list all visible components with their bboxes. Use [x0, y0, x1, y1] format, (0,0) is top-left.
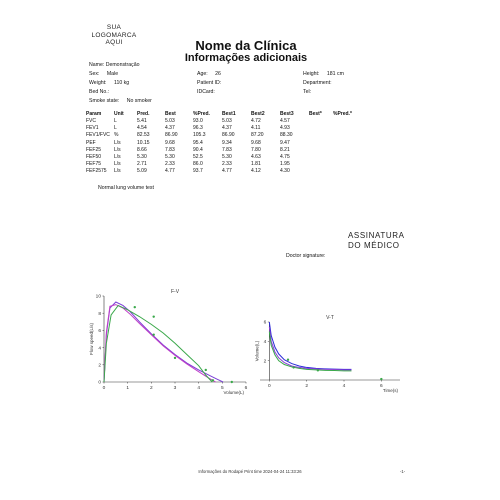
series-line-3	[104, 305, 212, 382]
chart-title: V-T	[326, 315, 334, 321]
table-cell	[309, 118, 333, 125]
y-tick-label: 4	[98, 346, 101, 352]
x-tick-label: 1	[126, 386, 130, 391]
table-cell: L	[114, 118, 117, 125]
series-line-3	[269, 332, 351, 371]
department-label: Department:	[303, 80, 332, 86]
table-cell: FEF50	[86, 154, 102, 161]
sex-value: Male	[106, 71, 119, 77]
table-cell	[333, 125, 361, 132]
table-row	[86, 168, 361, 175]
table-cell: FEV1	[86, 125, 99, 132]
table-cell: L	[114, 125, 117, 132]
table-cell: FEV1/FVC	[86, 132, 110, 139]
x-tick-label: 2	[305, 384, 309, 389]
header-best3: Best3	[280, 110, 294, 117]
table-cell: 93.7	[193, 168, 203, 175]
bed-label: Bed No.:	[89, 89, 110, 95]
weight-label: Weight:	[89, 80, 107, 86]
table-cell: 2.33	[222, 161, 232, 168]
height-value: 181 cm	[326, 71, 344, 77]
table-cell: 5.30	[222, 154, 232, 161]
header-best1: Best1	[222, 110, 236, 117]
clinic-title: Nome da Clínica	[195, 38, 297, 53]
predicted-marker	[212, 379, 214, 381]
table-cell: 4.77	[165, 168, 175, 175]
table-cell: 5.09	[137, 168, 147, 175]
table-cell: 1.95	[280, 161, 290, 168]
x-axis-label: Volume(L)	[223, 390, 244, 395]
header-param: Param	[86, 110, 102, 117]
header-pred: Pred.	[137, 110, 150, 117]
age-value: 26	[215, 71, 221, 77]
table-cell: 2.71	[137, 161, 147, 168]
table-cell: %	[114, 132, 119, 139]
table-body	[86, 118, 361, 176]
table-cell: 4.63	[251, 154, 261, 161]
table-cell	[309, 132, 333, 139]
table-cell: 4.77	[222, 168, 232, 175]
table-cell: 82.53	[137, 132, 150, 139]
predicted-marker	[287, 359, 289, 361]
x-axis-label: Time(s)	[382, 388, 398, 393]
table-cell	[333, 146, 361, 153]
table-cell: 8.21	[280, 146, 290, 153]
table-cell	[333, 139, 361, 146]
table-row	[86, 153, 361, 160]
table-cell: 4.72	[251, 118, 261, 125]
table-cell	[309, 153, 333, 160]
sex-label: Sex:	[89, 71, 100, 77]
table-cell: 8.66	[137, 146, 147, 153]
x-tick-label: 4	[197, 386, 201, 391]
logo-line-3: AQUI	[105, 39, 123, 46]
name-value: Demonstração	[105, 62, 140, 68]
y-tick-label: 2	[263, 359, 267, 365]
predicted-marker	[134, 306, 136, 308]
table-cell: 86.0	[193, 161, 203, 168]
test-note: Normal lung volume test	[98, 185, 154, 191]
predicted-marker	[317, 369, 319, 371]
table-cell	[309, 125, 333, 132]
table-row	[86, 132, 361, 139]
table-cell: 52.5	[193, 154, 203, 161]
table-cell: 5.30	[137, 154, 147, 161]
table-cell: L/s	[114, 154, 121, 161]
table-cell	[333, 168, 361, 175]
y-axis-label: Flow speed(L/s)	[89, 322, 94, 356]
flow-volume-chart	[80, 284, 250, 396]
table-cell: FVC	[86, 118, 96, 125]
table-cell: FEF75	[86, 161, 102, 168]
x-tick-label: 0	[102, 386, 106, 391]
table-cell: 4.30	[280, 168, 290, 175]
header-best2: Best2	[251, 110, 265, 117]
x-tick-label: 6	[244, 386, 248, 391]
table-cell: L/s	[114, 139, 121, 146]
table-cell: 9.47	[280, 139, 290, 146]
table-cell: 86.90	[222, 132, 235, 139]
predicted-marker	[205, 369, 207, 371]
predicted-marker	[380, 378, 382, 380]
table-cell: 9.68	[165, 139, 175, 146]
table-cell: 1.81	[251, 161, 261, 168]
x-tick-label: 4	[342, 384, 346, 389]
spirometry-table	[86, 110, 361, 175]
table-cell: FEF25	[86, 146, 102, 153]
table-cell: 4.12	[251, 168, 261, 175]
height-row	[303, 71, 344, 77]
name-label: Name:	[89, 62, 105, 68]
footer-text: Informações do Rodapé Print time 2024-04-24 11:33:26	[198, 469, 302, 474]
age-row	[197, 71, 221, 77]
idcard-label: IDCard:	[197, 89, 215, 95]
smoke-label: Smoke state:	[89, 98, 120, 104]
predicted-marker	[292, 366, 294, 368]
table-cell: 95.4	[193, 139, 203, 146]
table-cell: 4.54	[137, 125, 147, 132]
y-tick-label: 8	[98, 311, 101, 317]
table-cell	[309, 146, 333, 153]
x-tick-label: 2	[149, 386, 153, 391]
sex-row	[89, 71, 118, 77]
patient-id-label: Patient ID:	[197, 80, 222, 86]
signature-line-2: DO MÉDICO	[348, 241, 400, 250]
table-cell: 4.11	[251, 125, 261, 132]
table-row	[86, 118, 361, 125]
table-cell: 7.83	[165, 146, 175, 153]
x-tick-label: 5	[220, 386, 224, 391]
y-axis-label: Volume(L)	[254, 340, 260, 362]
page-number: -1-	[400, 469, 406, 474]
table-cell: 4.37	[222, 125, 232, 132]
volume-time-chart	[246, 312, 406, 398]
table-cell: 96.3	[193, 125, 203, 132]
table-cell: 5.41	[137, 118, 147, 125]
table-cell	[309, 139, 333, 146]
y-tick-label: 6	[263, 320, 267, 326]
table-row	[86, 146, 361, 153]
smoke-row	[89, 98, 152, 104]
predicted-marker	[174, 357, 176, 359]
chart-title: F-V	[170, 289, 180, 295]
predicted-marker	[231, 381, 233, 383]
table-cell: 9.34	[222, 139, 232, 146]
y-tick-label: 4	[263, 340, 267, 346]
table-cell	[333, 132, 361, 139]
header-best: Best	[165, 110, 176, 117]
clinic-subtitle: Informações adicionais	[184, 52, 308, 64]
table-cell: 90.4	[193, 146, 203, 153]
header-best-star: Best*	[309, 110, 322, 117]
weight-value: 110 kg	[113, 80, 130, 86]
table-header-row	[86, 110, 361, 118]
table-cell	[309, 161, 333, 168]
table-cell: 88.30	[280, 132, 293, 139]
table-row	[86, 161, 361, 168]
weight-row	[89, 80, 129, 86]
header-pct-pred-star: %Pred.*	[333, 110, 352, 117]
logo-line-2: LOGOMARCA	[91, 31, 137, 39]
table-cell: 105.3	[193, 132, 206, 139]
patient-name-row	[89, 62, 139, 68]
table-cell: 4.37	[165, 125, 175, 132]
table-cell: 10.15	[137, 139, 150, 146]
y-tick-label: 10	[95, 294, 101, 300]
table-cell: 2.33	[165, 161, 175, 168]
table-cell: 9.68	[251, 139, 261, 146]
series-line-2	[269, 327, 351, 370]
table-cell: 5.03	[165, 118, 175, 125]
table-cell: 87.20	[251, 132, 264, 139]
predicted-marker	[153, 334, 155, 336]
doctor-signature-label: Doctor signature:	[286, 253, 326, 259]
table-cell	[333, 118, 361, 125]
table-cell: 4.57	[280, 118, 290, 125]
table-cell: L/s	[114, 161, 121, 168]
logo-line-1: SUA	[106, 24, 122, 31]
tel-label: Tel:	[303, 89, 312, 95]
header-pct-pred: %Pred.	[193, 110, 210, 117]
table-cell	[333, 153, 361, 160]
header-unit: Unit	[114, 110, 124, 117]
table-cell: 7.80	[251, 146, 261, 153]
y-tick-label: 6	[98, 329, 101, 335]
y-tick-label: 2	[98, 363, 101, 369]
table-row	[86, 125, 361, 132]
table-cell	[309, 168, 333, 175]
x-tick-label: 3	[173, 386, 177, 391]
table-cell: PEF	[86, 139, 96, 146]
table-cell: 7.83	[222, 146, 232, 153]
y-tick-label: 0	[98, 380, 101, 386]
age-label: Age:	[197, 71, 208, 77]
table-cell: FEF2575	[86, 168, 107, 175]
table-cell: L/s	[114, 146, 121, 153]
table-cell	[333, 161, 361, 168]
table-cell: 4.93	[280, 125, 290, 132]
table-cell: 93.0	[193, 118, 203, 125]
table-cell: 86.90	[165, 132, 178, 139]
height-label: Height:	[303, 71, 320, 77]
signature-line-1: ASSINATURA	[348, 231, 405, 240]
x-tick-label: 0	[267, 384, 271, 389]
table-cell: 5.30	[165, 154, 175, 161]
table-cell: 5.03	[222, 118, 232, 125]
predicted-marker	[153, 315, 155, 317]
table-cell: L/s	[114, 168, 121, 175]
table-row	[86, 139, 361, 146]
smoke-value: No smoker	[126, 98, 152, 104]
signature-placeholder	[348, 231, 405, 251]
x-tick-label: 6	[379, 384, 383, 389]
table-cell: 4.75	[280, 154, 290, 161]
